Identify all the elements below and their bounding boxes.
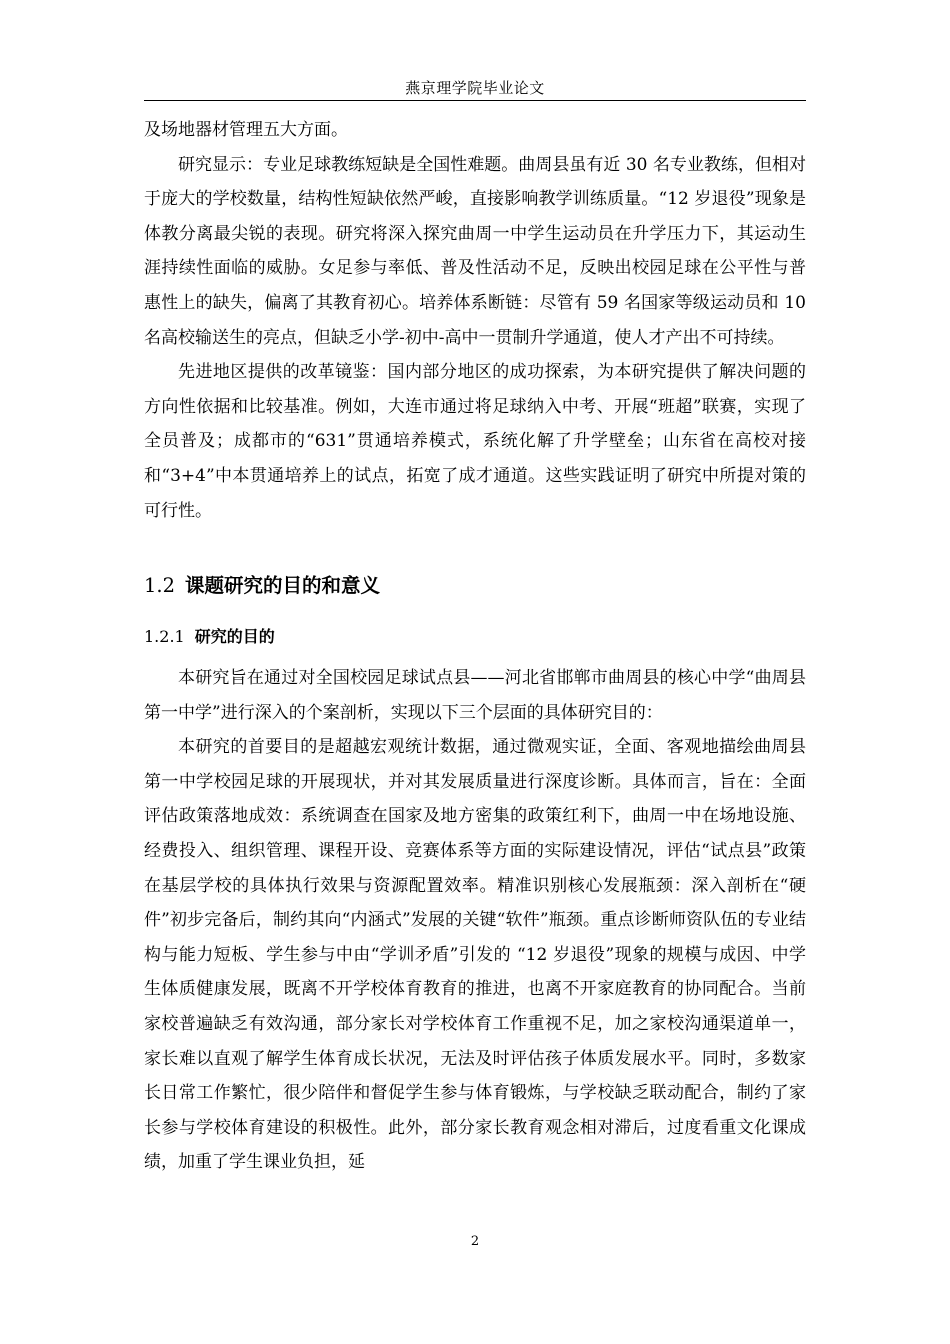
section-heading-1-2 [144,570,380,598]
paragraph-primary-aim: 本研究的首要目的是超越宏观统计数据，通过微观实证，全面、客观地描绘曲周县第一中学校园足球的开展现状，并对其发展质量进行深度诊断。具体而言，旨在：全面评估政策落地成效：系统调查在国家及地方密集的政策红利下，曲周一中在场地设施、经费投入、组织管理、课程开设、竞赛体系等方面的实际建设情况，评估“试点县”政策在基层学校的具体执行效果与资源配置效率。精准识别核心发展瓶颈：深入剖析在“硬件”初步完备后，制约其向“内涵式”发展的关键“软件”瓶颈。重点诊断师资队伍的专业结构与能力短板、学生参与中由“学训矛盾”引发的 “12 岁退役”现象的规模与成因、中学生体质健康发展，既离不开学校体育教育的推进，也离不开家庭教育的协同配合。当前家校普遍缺乏有效沟通，部分家长对学校体育工作重视不足，加之家校沟通渠道单一，家长难以直观了解学生体育成长状况，无法及时评估孩子体质发展水平。同时，多数家长日常工作繁忙，很少陪伴和督促学生参与体育锻炼，与学校缺乏联动配合，制约了家长参与学校体育建设的积极性。此外，部分家长教育观念相对滞后，过度看重文化课成绩，加重了学生课业负担，延 [144,737,806,1173]
section-bottom-body [144,661,806,1180]
section-heading-number: 1.2 [144,574,176,597]
header-rule [144,100,806,101]
subsection-heading-1-2-1 [144,624,275,647]
page-number: 2 [470,1234,480,1249]
paragraph-advanced-regions: 先进地区提供的改革镜鉴：国内部分地区的成功探索，为本研究提供了解决问题的方向性依据和比较基准。例如，大连市通过将足球纳入中考、开展“班超”联赛，实现了全员普及；成都市的“631”贯通培养模式，系统化解了升学壁垒；山东省在高校对接和“3+4”中本贯通培养上的试点，拓宽了成才通道。这些实践证明了研究中所提对策的可行性。 [144,362,806,521]
paragraph-continuation: 及场地器材管理五大方面。 [144,120,348,140]
subsection-heading-number: 1.2.1 [144,627,185,646]
section-top-body [144,113,806,528]
section-heading-title: 课题研究的目的和意义 [185,574,381,597]
paragraph-research-aim-intro: 本研究旨在通过对全国校园足球试点县——河北省邯郸市曲周县的核心中学“曲周县第一中学”进行深入的个案剖析，实现以下三个层面的具体研究目的： [144,668,806,723]
paragraph-research-findings: 研究显示：专业足球教练短缺是全国性难题。曲周县虽有近 30 名专业教练，但相对于庞大的学校数量，结构性短缺依然严峻，直接影响教学训练质量。“12 岁退役”现象是体教分离最尖锐的表现。研究将深入探究曲周一中学生运动员在升学压力下，其运动生涯持续性面临的威胁。女足参与率低、普及性活动不足，反映出校园足球在公平性与普惠性上的缺失，偏离了其教育初心。培养体系断链：尽管有 59 名国家等级运动员和 10 名高校输送生的亮点，但缺乏小学-初中-高中一贯制升学通道，使人才产出不可持续。 [144,154,806,348]
running-header: 燕京理学院毕业论文 [405,79,545,97]
subsection-heading-title: 研究的目的 [194,627,275,646]
